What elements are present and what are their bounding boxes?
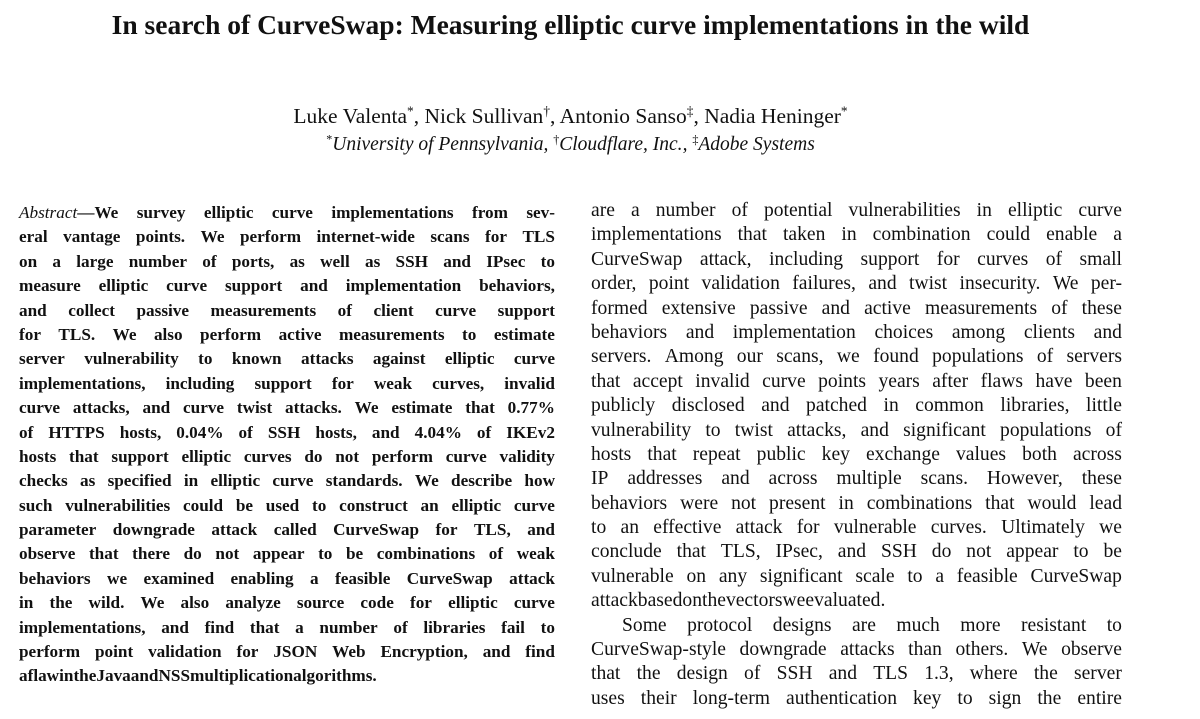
body-line: servers. Among our scans, we found populations of servers bbox=[591, 346, 1122, 368]
abstract-line: parameter downgrade attack called CurveSwap for TLS, and bbox=[19, 520, 555, 540]
body-line: Some protocol designs are much more resistant to bbox=[622, 614, 1122, 636]
author-mark: ‡ bbox=[686, 103, 694, 119]
affiliation: †Cloudflare, Inc. bbox=[553, 132, 683, 155]
abstract-line: server vulnerability to known attacks against elliptic curve bbox=[19, 349, 555, 369]
body-line: attack based on the vectors we evaluated. bbox=[591, 590, 886, 612]
body-line: CurveSwap attack, including support for curves of small bbox=[591, 248, 1122, 270]
abstract-line: implementations, and find that a number of libraries fail to bbox=[19, 617, 555, 637]
affiliation: *University of Pennsylvania bbox=[326, 132, 544, 155]
affiliation-mark: * bbox=[326, 132, 333, 147]
abstract-line: eral vantage points. We perform internet-wide scans for TLS bbox=[19, 227, 555, 247]
abstract-line: checks as specified in elliptic curve standards. We describe how bbox=[19, 471, 555, 491]
author: Luke Valenta* bbox=[293, 103, 414, 128]
abstract-line: hosts that support elliptic curves do not perform curve validity bbox=[19, 446, 555, 466]
body-line: to an effective attack for vulnerable curves. Ultimately we bbox=[591, 517, 1122, 539]
author-list: Luke Valenta*, Nick Sullivan†, Antonio Sanso‡, Nadia Heninger* bbox=[293, 103, 848, 128]
abstract-line: for TLS. We also perform active measurements to estimate bbox=[19, 324, 555, 344]
body-line: order, point validation failures, and twist insecurity. We per- bbox=[591, 273, 1122, 295]
affiliation-list: *University of Pennsylvania, †Cloudflare, Inc., ‡Adobe Systems bbox=[326, 132, 815, 155]
body-line: uses their long-term authentication key to sign the entire bbox=[591, 687, 1122, 709]
author-mark: * bbox=[407, 103, 414, 119]
paper-title: In search of CurveSwap: Measuring elliptic curve implementations in the wild bbox=[111, 9, 1030, 40]
author: Antonio Sanso‡ bbox=[559, 103, 694, 128]
body-line: formed extensive passive and active measurements of these bbox=[591, 297, 1122, 319]
abstract-line: implementations, including support for weak curves, invalid bbox=[19, 373, 555, 393]
body-line: behaviors were not present in combinations that would lead bbox=[591, 492, 1122, 514]
abstract-line: perform point validation for JSON Web Encryption, and find bbox=[19, 642, 555, 662]
body-line: that accept invalid curve points years after flaws have been bbox=[591, 370, 1122, 392]
affiliation-mark: ‡ bbox=[692, 132, 699, 147]
author: Nadia Heninger* bbox=[704, 103, 848, 128]
body-line: implementations that taken in combination could enable a bbox=[591, 224, 1122, 246]
abstract-label: Abstract bbox=[19, 203, 78, 222]
affiliation-mark: † bbox=[553, 132, 560, 147]
body-line: publicly disclosed and patched in common libraries, little bbox=[591, 395, 1122, 417]
affiliation: ‡Adobe Systems bbox=[692, 132, 815, 155]
abstract-line: and collect passive measurements of client curve support bbox=[19, 300, 555, 320]
body-text-right-column bbox=[591, 199, 1122, 711]
author-mark: * bbox=[840, 103, 848, 119]
abstract-line: curve attacks, and curve twist attacks. We estimate that 0.77% bbox=[19, 398, 555, 418]
abstract-line: such vulnerabilities could be used to construct an elliptic curve bbox=[19, 495, 555, 515]
body-line: hosts that repeat public key exchange values both across bbox=[591, 443, 1122, 465]
body-line: are a number of potential vulnerabilities in elliptic curve bbox=[591, 200, 1122, 221]
abstract-line: in the wild. We also analyze source code for elliptic curve bbox=[19, 593, 555, 613]
body-line: IP addresses and across multiple scans. However, these bbox=[591, 468, 1122, 490]
author: Nick Sullivan† bbox=[424, 103, 550, 128]
abstract-line: Abstract—We survey elliptic curve implementations from sev- bbox=[19, 203, 555, 222]
body-line: vulnerability to twist attacks, and significant populations of bbox=[591, 419, 1122, 441]
body-line: vulnerable on any significant scale to a feasible CurveSwap bbox=[591, 565, 1122, 587]
abstract-column bbox=[19, 201, 555, 689]
abstract-line: on a large number of ports, as well as SSH and IPsec to bbox=[19, 251, 555, 271]
body-line: conclude that TLS, IPsec, and SSH do not appear to be bbox=[591, 541, 1122, 563]
author-mark: † bbox=[543, 103, 550, 119]
body-line: that the design of SSH and TLS 1.3, where the server bbox=[591, 663, 1122, 685]
abstract-line: behaviors we examined enabling a feasible CurveSwap attack bbox=[19, 568, 555, 588]
body-line: behaviors and implementation choices among clients and bbox=[591, 321, 1122, 343]
abstract-line: a flaw in the Java and NSS multiplication algorithms. bbox=[19, 666, 377, 686]
abstract-line: of HTTPS hosts, 0.04% of SSH hosts, and 4.04% of IKEv2 bbox=[19, 422, 555, 442]
abstract-line: measure elliptic curve support and implementation behaviors, bbox=[19, 276, 555, 296]
abstract-line: observe that there do not appear to be combinations of weak bbox=[19, 544, 555, 564]
body-line: CurveSwap-style downgrade attacks than others. We observe bbox=[591, 639, 1122, 661]
